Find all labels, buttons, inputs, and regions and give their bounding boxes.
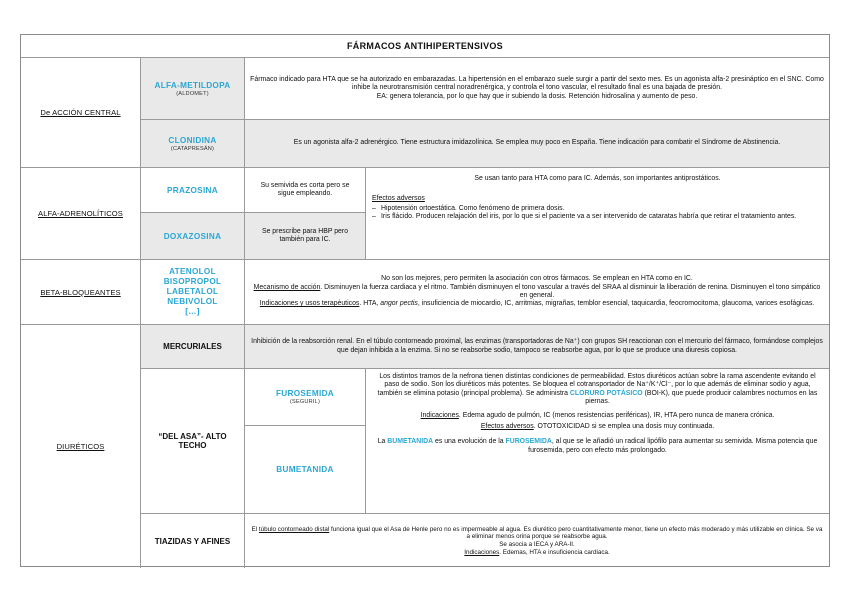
category-beta: BETA-BLOQUEANTES bbox=[21, 260, 141, 325]
beta-drug-list bbox=[141, 260, 245, 325]
tiazidas-line1 bbox=[251, 526, 823, 541]
tiazidas-l1-b: funciona igual que el Asa de Henle pero no es impermeable al agua. Es diurético pero cuantitativamente menor, tiene un efecto más moderado y más utilizable en clínica. Se va a eliminar menos orina porque se reabsorbe agua. bbox=[329, 525, 823, 541]
table-title: FÁRMACOS ANTIHIPERTENSIVOS bbox=[21, 35, 829, 58]
drug-name: CLONIDINA bbox=[168, 135, 217, 145]
beta-description bbox=[245, 260, 829, 325]
indications-label: Indicaciones bbox=[420, 411, 459, 419]
alfa-shared-description bbox=[366, 168, 829, 260]
asa-p1-end: (BOI-K), que puede producir calambres nocturnos en las piernas. bbox=[585, 389, 818, 406]
alfa-shared-text: Se usan tanto para HTA como para IC. Además, son importantes antiprostáticos. bbox=[474, 175, 721, 182]
drug-labetalol: LABETALOL bbox=[166, 287, 219, 296]
indications-angor: angor pectis bbox=[380, 300, 418, 308]
cloruro-potasico: CLORURO POTÁSICO bbox=[569, 389, 643, 397]
asa-description bbox=[366, 369, 829, 514]
clonidina-description: Es un agonista alfa-2 adrenérgico. Tiene estructura imidazolínica. Se emplea muy poco en España. Tiene indicación para combatir el Síndrome de Abstinencia. bbox=[245, 120, 829, 168]
alfa-ea-list bbox=[372, 205, 823, 222]
alfametildopa-description bbox=[245, 58, 829, 120]
alfa-ea-label: Efectos adversos bbox=[372, 195, 425, 203]
beta-indications bbox=[260, 300, 814, 308]
tiazidas-line2: Se asocia a IECA y ARA-II. bbox=[499, 541, 575, 548]
indications-text-b: , insuficiencia de miocardio, IC, arritmias, migrañas, temblor esencial, taquicardia, feocromocitoma, glaucoma, varices esofágicas. bbox=[417, 300, 815, 308]
p3-text-c: , al que se le añadió un radical lipófilo para aumentar su semivida. Misma potencia que furosemida, pero con efecto más prolongado. bbox=[528, 438, 818, 454]
drug-mercuriales: MERCURIALES bbox=[141, 325, 245, 369]
category-central: De ACCIÓN CENTRAL bbox=[21, 58, 141, 168]
drug-clonidina bbox=[141, 120, 245, 168]
asa-ea bbox=[372, 423, 823, 431]
ea-text: . OTOTOXICIDAD si se emplea una dosis muy continuada. bbox=[533, 423, 715, 431]
prazosina-note: Su semivida es corta pero se sigue empleando. bbox=[245, 168, 366, 213]
brand-name: (SEGURIL) bbox=[289, 399, 321, 405]
category-diureticos: DIURÉTICOS bbox=[21, 325, 141, 568]
tiazidas-l1-u: túbulo contorneado distal bbox=[258, 525, 330, 533]
furosemida-highlight: FUROSEMIDA bbox=[505, 438, 552, 446]
alfametildopa-text: Fármaco indicado para HTA que se ha autorizado en embarazadas. La hipertensión en el embarazo suele surgir a partir del sexto mes. Es un agonista alfa-2 presináptico en el SNC. Como inhibe la neurotransmisión central noradrenérgica, y controla el tono vascular, el resultado final es una bajada de presión. bbox=[250, 75, 824, 92]
list-item: – Iris flácido. Producen relajación del iris, por lo que si el paciente va a ser intervenido de cataratas habría que retirar el tratamiento antes. bbox=[372, 213, 823, 221]
indications-text: . Edema agudo de pulmón, IC (menos resistencias periféricas), IR, HTA pero nunca de manera crónica. bbox=[458, 411, 775, 419]
drug-prazosina: PRAZOSINA bbox=[141, 168, 245, 213]
antihypertensive-table bbox=[20, 34, 830, 567]
mercuriales-description: Inhibición de la reabsorción renal. En el túbulo contorneado proximal, las enzimas (transportadoras de Na⁺) con grupos SH reaccionan con el mercurio del fármaco, formándose complejos que dejan inhibida a la enzima. Si no se reabsorbe sodio, tampoco se reabsorbe agua, por lo que se produce una diuresis copiosa. bbox=[245, 325, 829, 369]
drug-atenolol: ATENOLOL bbox=[169, 267, 216, 276]
tiazidas-description bbox=[245, 514, 829, 568]
tiazidas-l1-a: El bbox=[251, 525, 259, 533]
drug-furosemida bbox=[245, 369, 366, 426]
drug-bisopropol: BISOPROPOL bbox=[163, 277, 222, 286]
asa-p1 bbox=[372, 373, 823, 407]
drug-name: ALFA-METILDOPA bbox=[154, 80, 231, 90]
p3-text-a: La bbox=[377, 438, 388, 446]
beta-mechanism bbox=[251, 284, 823, 301]
ea-label: Efectos adversos bbox=[480, 423, 534, 431]
list-item: – Hipotensión ortoestática. Como fenómeno de primera dosis. bbox=[372, 205, 823, 213]
doxazosina-note: Se prescribe para HBP pero también para IC. bbox=[245, 213, 366, 260]
alfametildopa-ea: EA: genera tolerancia, por lo que hay que ir subiendo la dosis. Retención hidrosalina y aumento de peso. bbox=[376, 92, 698, 100]
drug-name: FUROSEMIDA bbox=[275, 389, 335, 398]
drug-alfametildopa bbox=[141, 58, 245, 120]
mechanism-label: Mecanismo de acción bbox=[253, 283, 321, 291]
category-alfa: ALFA-ADRENOLÍTICOS bbox=[21, 168, 141, 260]
drug-tiazidas: TIAZIDAS Y AFINES bbox=[141, 514, 245, 568]
indications-text-a: . HTA, bbox=[359, 300, 381, 308]
mechanism-text: . Disminuyen la fuerza cardiaca y el ritmo. También disminuyen el tono vascular a través del SRAA al disminuir la liberación de renina. Disminuyen el tono simpático en general. bbox=[320, 283, 821, 299]
brand-name: (ALDOMET) bbox=[176, 90, 209, 97]
indications-label: Indicaciones y usos terapéuticos bbox=[259, 300, 360, 308]
asa-p1-text: Los distintos tramos de la nefrona tienen distintas condiciones de permeabilidad. Estos diuréticos actúan sobre la rama ascendente evitando el paso de sodio. Son los diuréticos más potentes. Se bloquea el cotransportador de Na⁺/K⁺/Cl⁻, por lo que además de eliminar sodio y agua, también se elimina potasio (principal problema). Se administra bbox=[377, 373, 816, 397]
asa-indications bbox=[372, 412, 823, 420]
bumetanida-highlight: BUMETANIDA bbox=[387, 438, 434, 446]
asa-group: “DEL ASA”- ALTO TECHO bbox=[141, 369, 245, 514]
asa-p3 bbox=[372, 438, 823, 455]
brand-name: (CATAPRESÁN) bbox=[170, 145, 215, 152]
beta-line1: No son los mejores, pero permiten la asociación con otros fármacos. Se emplean en HTA como en IC. bbox=[381, 275, 693, 283]
drug-nebivolol: NEBIVOLOL bbox=[167, 297, 218, 306]
drug-doxazosina: DOXAZOSINA bbox=[141, 213, 245, 260]
tiazidas-indications bbox=[464, 549, 610, 557]
drug-more: […] bbox=[185, 307, 200, 316]
drug-bumetanida: BUMETANIDA bbox=[245, 426, 366, 514]
indications-text: . Edemas, HTA e insuficiencia cardiaca. bbox=[499, 548, 610, 556]
indications-label: Indicaciones bbox=[464, 548, 500, 556]
p3-text-b: es una evolución de la bbox=[433, 438, 506, 446]
